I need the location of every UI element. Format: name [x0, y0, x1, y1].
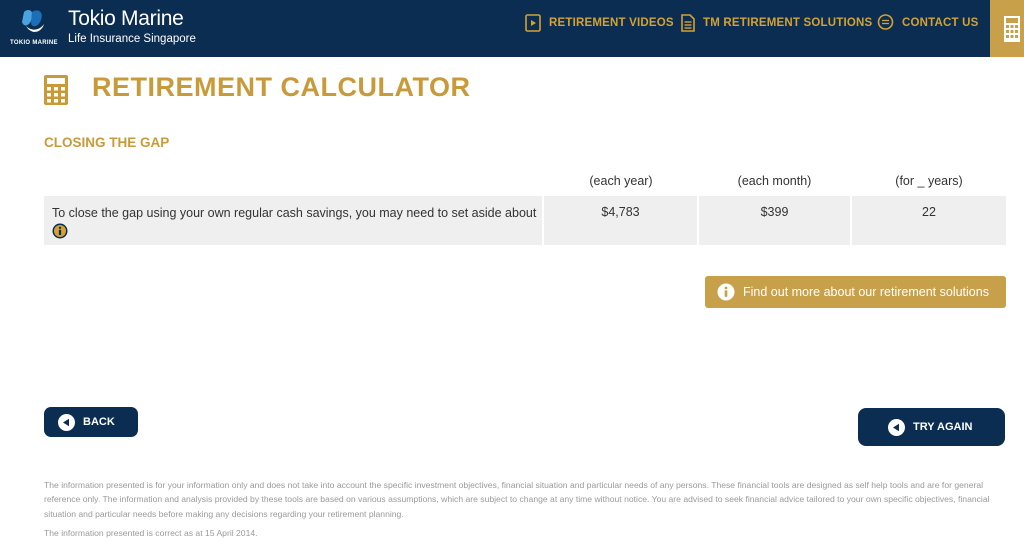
brand-name: Tokio Marine	[68, 7, 184, 30]
section-title: CLOSING THE GAP	[44, 135, 170, 150]
document-icon	[681, 14, 695, 32]
gap-description-cell	[44, 196, 542, 245]
arrow-left-circle-icon	[58, 414, 75, 431]
calculator-side-tab[interactable]	[990, 0, 1024, 57]
brand-subtitle: Life Insurance Singapore	[68, 33, 196, 45]
column-header-each-year: (each year)	[589, 174, 653, 188]
try-again-label: TRY AGAIN	[913, 421, 973, 433]
page-title: RETIREMENT CALCULATOR	[92, 72, 471, 102]
column-header-each-month: (each month)	[737, 174, 812, 188]
calculator-icon	[1004, 16, 1020, 42]
nav-retirement-videos[interactable]	[525, 14, 674, 32]
back-label: BACK	[83, 416, 115, 428]
find-out-more-label: Find out more about our retirement solutions	[743, 285, 989, 299]
back-button[interactable]	[44, 407, 138, 437]
nav-tm-retirement-solutions[interactable]	[681, 14, 872, 32]
value-each-month: $399	[699, 196, 850, 245]
arrow-left-circle-icon	[888, 419, 905, 436]
find-out-more-button[interactable]	[705, 276, 1006, 308]
nav-label: TM RETIREMENT SOLUTIONS	[703, 17, 873, 29]
site-header	[0, 0, 1024, 57]
nav-contact-us[interactable]	[877, 14, 979, 31]
column-header-years: (for _ years)	[895, 174, 963, 188]
video-icon	[525, 14, 541, 32]
chat-bubble-icon	[877, 14, 894, 31]
nav-label: CONTACT US	[902, 16, 979, 29]
nav-label: RETIREMENT VIDEOS	[549, 17, 674, 29]
info-icon[interactable]	[52, 223, 68, 239]
info-icon	[717, 283, 735, 301]
brand-logo[interactable]	[8, 6, 208, 52]
value-years: 22	[852, 196, 1006, 245]
disclaimer-text: The information presented is for your information only and does not take into account the specific investment objectives, financial situation and particular needs of any persons. These financial tools are designed as self help tools and are for general reference only. The information and analysis provided by these tools are based on various assumptions, which are subject to change at any time without notice. You are advised to seek financial advice tailored to your own specific objectives, financial situation and particular needs before making any decisions regarding your retirement planning.	[44, 480, 990, 519]
tokio-marine-logo-icon	[20, 8, 46, 36]
try-again-button[interactable]	[858, 408, 1005, 446]
value-each-year: $4,783	[544, 196, 697, 245]
brand-small-text: TOKIO MARINE	[10, 40, 58, 46]
calculator-icon	[44, 75, 68, 105]
gap-description: To close the gap using your own regular cash savings, you may need to set aside about	[52, 206, 537, 220]
as-of-date-text: The information presented is correct as at 15 April 2014.	[44, 528, 258, 538]
